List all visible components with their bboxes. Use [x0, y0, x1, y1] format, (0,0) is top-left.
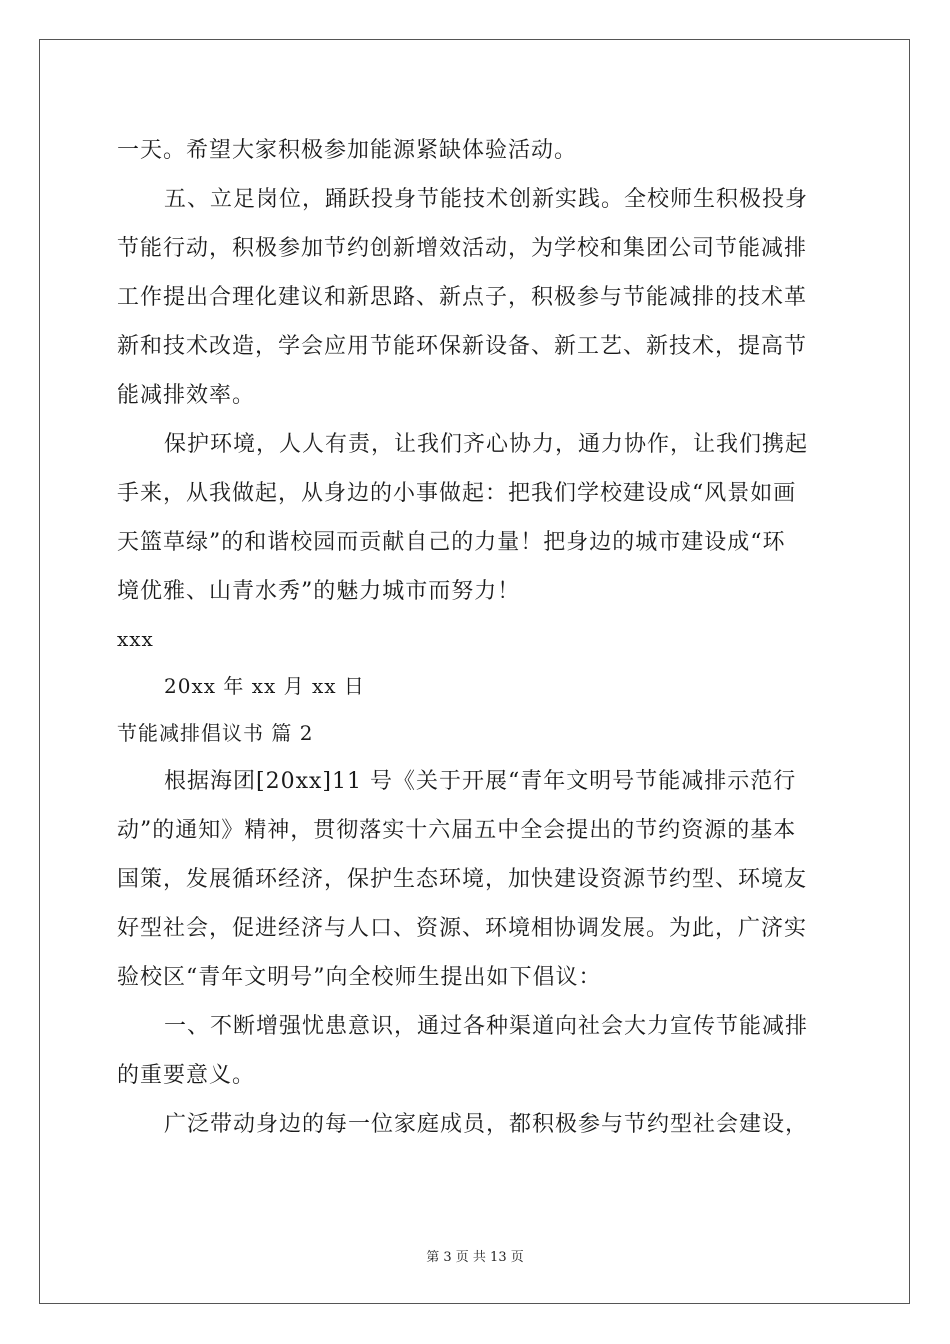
paragraph-2: 五、立足岗位，踊跃投身节能技术创新实践。全校师生积极投身 节能行动，积极参加节约创新增效活动，为学校和集团公司节能减排 工作提出合理化建议和新思路、新点子，积极参与节能减排的技术革 新和技术改造，学会应用节能环保新设备、新工艺、新技术，提高节 能减排效率。 — [117, 187, 809, 408]
document-body — [117, 126, 835, 1149]
paragraph-1: 一天。希望大家积极参加能源紧缺体验活动。 — [117, 138, 578, 163]
paragraph-6: 广泛带动身边的每一位家庭成员，都积极参与节约型社会建设， — [164, 1112, 809, 1137]
paragraph-5: 一、不断增强忧患意识，通过各种渠道向社会大力宣传节能减排 的重要意义。 — [117, 1014, 809, 1088]
paragraph-4: 根据海团[20xx]11 号《关于开展“青年文明号节能减排示范行 动”的通知》精神，贯彻落实十六届五中全会提出的节约资源的基本 国策，发展循环经济，保护生态环境，加快建设资源节约型、环境友 好型社会，促进经济与人口、资源、环境相协调发展。为此，广济实 验校区“青年文明号”向全校师生提出如下倡议： — [117, 769, 808, 990]
paragraph-3: 保护环境，人人有责，让我们齐心协力，通力协作，让我们携起 手来，从我做起，从身边的小事做起：把我们学校建设成“风景如画 天篮草绿”的和谐校园而贡献自己的力量！把身边的城市建设成“环 境优雅、山青水秀”的魅力城市而努力！ — [117, 432, 809, 604]
section-title: 节能减排倡议书 篇 2 — [117, 721, 314, 745]
page-footer: 第 3 页 共 13 页 — [426, 1250, 524, 1265]
date-line: 20xx 年 xx 月 xx 日 — [164, 674, 365, 698]
signature: xxx — [117, 627, 154, 651]
